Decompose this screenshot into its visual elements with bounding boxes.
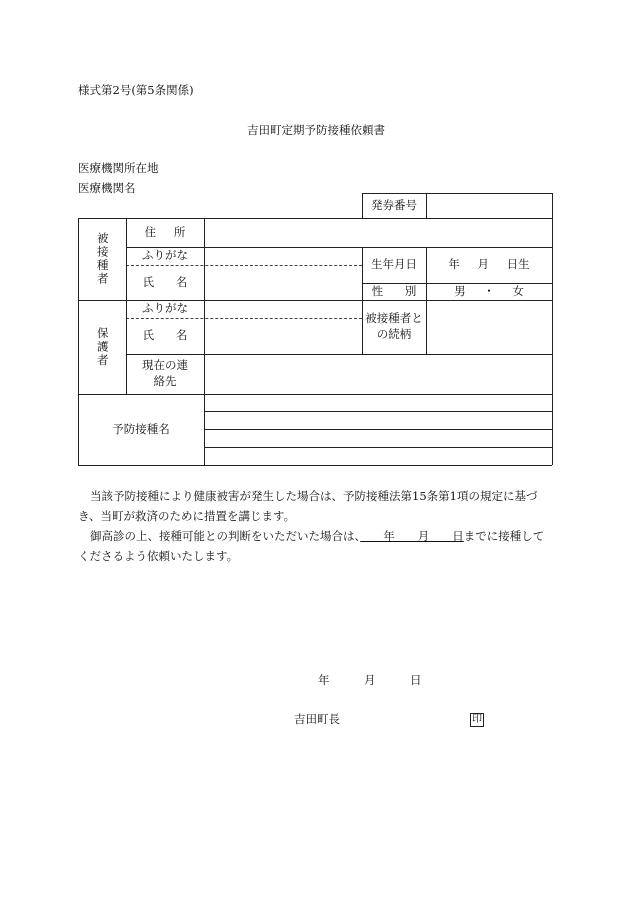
recipient-group-label xyxy=(78,218,126,300)
contact-field[interactable] xyxy=(204,354,552,394)
request-text-after: までに接種してくださるよう依頼いたします。 xyxy=(78,529,545,563)
vaccine-label: 予防接種名 xyxy=(112,421,170,436)
name-label: 氏 名 xyxy=(142,274,188,289)
guardian-name-label: 氏 名 xyxy=(142,328,188,343)
guardian-group-text: 保護者 xyxy=(95,326,110,368)
address-field[interactable] xyxy=(204,218,552,247)
ticket-number-field[interactable] xyxy=(426,193,552,218)
ticket-number-label: 発券番号 xyxy=(371,197,417,212)
request-text-before: 御高診の上、接種可能との判断をいただいた場合は、 xyxy=(90,529,361,543)
form-number: 様式第2号(第5条関係) xyxy=(78,83,194,97)
sex-label: 性 別 xyxy=(371,283,417,298)
relation-field[interactable] xyxy=(426,300,552,354)
vaccine-fields[interactable] xyxy=(204,394,552,465)
furigana-label: ふりがな xyxy=(142,248,188,263)
guardian-furigana-label: ふりがな xyxy=(142,301,188,316)
liability-paragraph: 当該予防接種により健康被害が発生した場合は、予防接種法第15条第1項の規定に基づき、当町が救済のために措置を講じます。 xyxy=(78,489,538,523)
contact-label: 現在の連絡先 xyxy=(142,358,188,388)
birthdate-label: 生年月日 xyxy=(371,257,417,272)
guardian-name-field[interactable] xyxy=(204,300,362,354)
recipient-group-text: 被接種者 xyxy=(95,232,110,286)
guardian-group-label xyxy=(78,300,126,394)
address-label: 住 所 xyxy=(144,224,186,239)
relation-label: 被接種者との続柄 xyxy=(365,311,423,341)
issue-date: 年 月 日 xyxy=(318,673,422,687)
name-field[interactable] xyxy=(204,247,362,300)
seal-stamp: 印 xyxy=(472,714,482,725)
document-title: 吉田町定期予防接種依頼書 xyxy=(247,123,385,137)
birthdate-value[interactable]: 年 月 日生 xyxy=(448,257,530,272)
request-deadline-date[interactable]: 年 月 日 xyxy=(360,529,464,543)
mayor-label: 吉田町長 xyxy=(294,712,340,726)
facility-name-label: 医療機関名 xyxy=(78,181,136,195)
sex-value[interactable]: 男 ・ 女 xyxy=(454,283,524,298)
request-paragraph xyxy=(78,526,554,566)
facility-address-label: 医療機関所在地 xyxy=(78,161,159,175)
